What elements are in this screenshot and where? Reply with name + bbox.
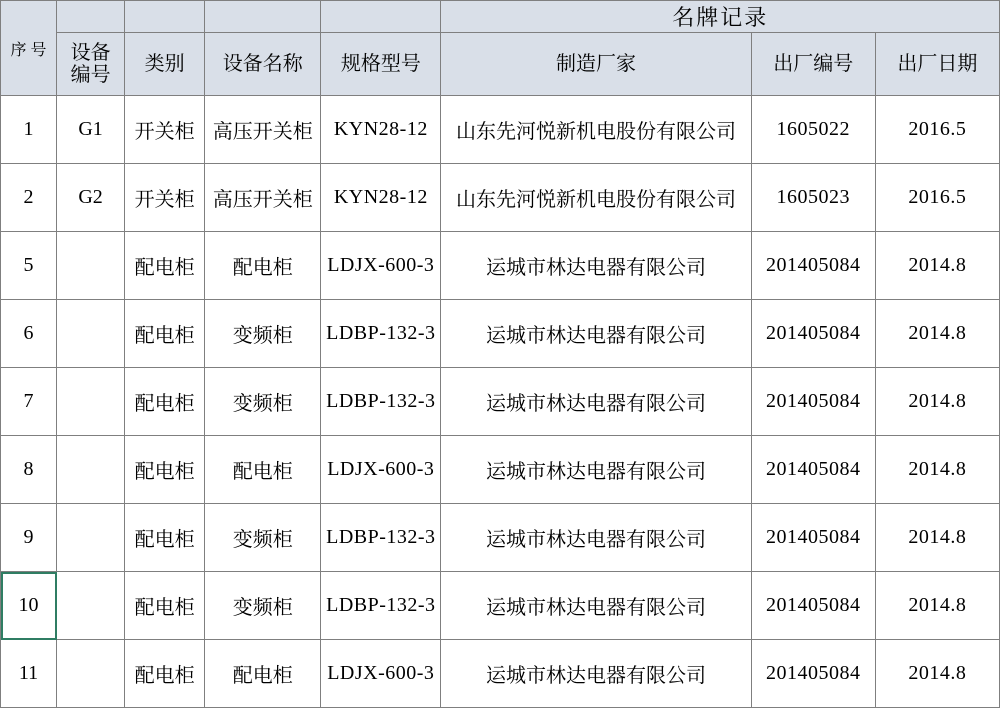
cell-date[interactable]: 2014.8 <box>875 504 999 572</box>
cell-type[interactable]: 配电柜 <box>125 368 205 436</box>
header-label-code-line2: 编号 <box>70 64 111 86</box>
cell-type[interactable]: 开关柜 <box>125 164 205 232</box>
header-cell-spec[interactable]: 规格型号 <box>321 33 441 96</box>
cell-maker[interactable]: 运城市林达电器有限公司 <box>441 572 751 640</box>
cell-type[interactable]: 配电柜 <box>125 572 205 640</box>
cell-code[interactable] <box>57 232 125 300</box>
cell-type[interactable]: 配电柜 <box>125 232 205 300</box>
cell-name[interactable]: 配电柜 <box>205 436 321 504</box>
cell-type[interactable]: 配电柜 <box>125 504 205 572</box>
cell-spec[interactable]: LDJX-600-3 <box>321 436 441 504</box>
cell-spec[interactable]: KYN28-12 <box>321 96 441 164</box>
table-row <box>1 232 1000 300</box>
cell-serial[interactable]: 201405084 <box>751 232 875 300</box>
header-spacer-name[interactable] <box>205 1 321 33</box>
cell-spec[interactable]: LDJX-600-3 <box>321 232 441 300</box>
table-header <box>1 1 1000 96</box>
cell-type[interactable]: 配电柜 <box>125 640 205 708</box>
table-row <box>1 96 1000 164</box>
cell-maker[interactable]: 运城市林达电器有限公司 <box>441 436 751 504</box>
cell-date[interactable]: 2014.8 <box>875 572 999 640</box>
cell-code[interactable] <box>57 504 125 572</box>
header-cell-date[interactable]: 出厂日期 <box>875 33 999 96</box>
cell-spec[interactable]: LDBP-132-3 <box>321 504 441 572</box>
cell-date[interactable]: 2014.8 <box>875 436 999 504</box>
cell-serial[interactable]: 201405084 <box>751 504 875 572</box>
cell-serial[interactable]: 201405084 <box>751 572 875 640</box>
table-row <box>1 504 1000 572</box>
cell-serial[interactable]: 1605022 <box>751 96 875 164</box>
cell-serial[interactable]: 201405084 <box>751 640 875 708</box>
cell-maker[interactable]: 山东先河悦新机电股份有限公司 <box>441 96 751 164</box>
cell-date[interactable]: 2016.5 <box>875 96 999 164</box>
cell-seq[interactable]: 11 <box>1 640 57 708</box>
cell-name[interactable]: 变频柜 <box>205 572 321 640</box>
cell-name[interactable]: 高压开关柜 <box>205 164 321 232</box>
cell-name[interactable]: 配电柜 <box>205 640 321 708</box>
header-cell-type[interactable]: 类别 <box>125 33 205 96</box>
cell-code[interactable] <box>57 640 125 708</box>
cell-spec[interactable]: LDBP-132-3 <box>321 572 441 640</box>
cell-spec[interactable]: KYN28-12 <box>321 164 441 232</box>
header-label-seq-line2: 号 <box>30 41 47 59</box>
cell-seq[interactable]: 7 <box>1 368 57 436</box>
cell-date[interactable]: 2014.8 <box>875 640 999 708</box>
header-label-code-line1: 设备 <box>70 41 111 64</box>
cell-serial[interactable]: 201405084 <box>751 300 875 368</box>
cell-name[interactable]: 配电柜 <box>205 232 321 300</box>
header-cell-serial[interactable]: 出厂编号 <box>751 33 875 96</box>
cell-name[interactable]: 变频柜 <box>205 504 321 572</box>
header-label-seq-line1: 序 <box>10 41 27 59</box>
header-cell-maker[interactable]: 制造厂家 <box>441 33 751 96</box>
cell-spec[interactable]: LDBP-132-3 <box>321 300 441 368</box>
table-row <box>1 640 1000 708</box>
cell-maker[interactable]: 运城市林达电器有限公司 <box>441 504 751 572</box>
table-row <box>1 572 1000 640</box>
cell-spec[interactable]: LDJX-600-3 <box>321 640 441 708</box>
header-spacer-code[interactable] <box>57 1 125 33</box>
header-cell-seq[interactable] <box>1 1 57 96</box>
cell-code[interactable]: G1 <box>57 96 125 164</box>
cell-code[interactable] <box>57 368 125 436</box>
cell-type[interactable]: 开关柜 <box>125 96 205 164</box>
cell-date[interactable]: 2014.8 <box>875 300 999 368</box>
table-row <box>1 300 1000 368</box>
cell-seq[interactable]: 1 <box>1 96 57 164</box>
header-cell-code[interactable] <box>57 33 125 96</box>
cell-seq[interactable]: 8 <box>1 436 57 504</box>
cell-serial[interactable]: 201405084 <box>751 436 875 504</box>
cell-seq-selected[interactable]: 10 <box>1 572 57 640</box>
table-row <box>1 436 1000 504</box>
cell-seq[interactable]: 5 <box>1 232 57 300</box>
cell-serial[interactable]: 201405084 <box>751 368 875 436</box>
cell-code[interactable] <box>57 572 125 640</box>
cell-date[interactable]: 2016.5 <box>875 164 999 232</box>
header-group-nameplate[interactable]: 名牌记录 <box>441 1 1000 33</box>
cell-code[interactable]: G2 <box>57 164 125 232</box>
cell-date[interactable]: 2014.8 <box>875 368 999 436</box>
cell-seq[interactable]: 6 <box>1 300 57 368</box>
cell-code[interactable] <box>57 436 125 504</box>
table-header-band <box>1 1 1000 33</box>
cell-maker[interactable]: 运城市林达电器有限公司 <box>441 640 751 708</box>
cell-maker[interactable]: 运城市林达电器有限公司 <box>441 368 751 436</box>
cell-date[interactable]: 2014.8 <box>875 232 999 300</box>
table-header-row <box>1 33 1000 96</box>
cell-name[interactable]: 变频柜 <box>205 300 321 368</box>
cell-name[interactable]: 变频柜 <box>205 368 321 436</box>
header-cell-name[interactable]: 设备名称 <box>205 33 321 96</box>
table-body <box>1 96 1000 708</box>
cell-spec[interactable]: LDBP-132-3 <box>321 368 441 436</box>
cell-seq[interactable]: 2 <box>1 164 57 232</box>
cell-name[interactable]: 高压开关柜 <box>205 96 321 164</box>
cell-type[interactable]: 配电柜 <box>125 436 205 504</box>
cell-code[interactable] <box>57 300 125 368</box>
header-spacer-type[interactable] <box>125 1 205 33</box>
table-row <box>1 368 1000 436</box>
cell-maker[interactable]: 山东先河悦新机电股份有限公司 <box>441 164 751 232</box>
cell-maker[interactable]: 运城市林达电器有限公司 <box>441 300 751 368</box>
cell-type[interactable]: 配电柜 <box>125 300 205 368</box>
header-spacer-spec[interactable] <box>321 1 441 33</box>
cell-seq[interactable]: 9 <box>1 504 57 572</box>
cell-serial[interactable]: 1605023 <box>751 164 875 232</box>
table-row <box>1 164 1000 232</box>
cell-maker[interactable]: 运城市林达电器有限公司 <box>441 232 751 300</box>
